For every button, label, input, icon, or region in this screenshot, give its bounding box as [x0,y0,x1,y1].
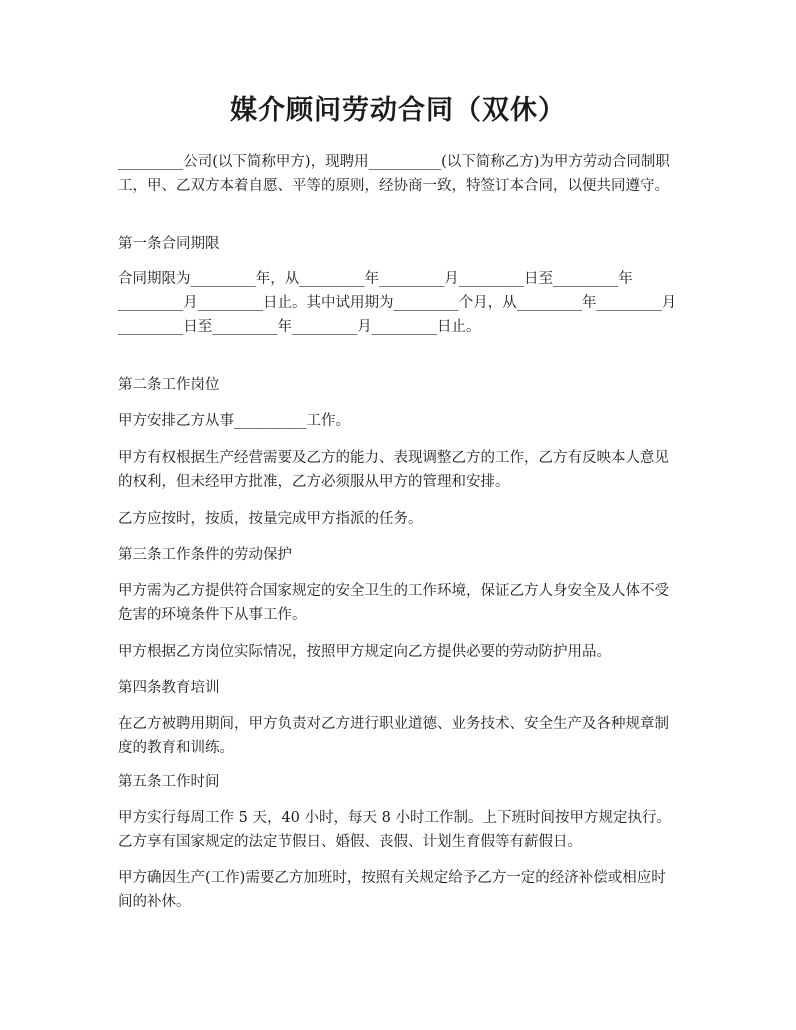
protective-equipment-paragraph: 甲方根据乙方岗位实际情况，按照甲方规定向乙方提供必要的劳动防护用品。 [118,644,611,660]
training-paragraph: 在乙方被聘用期间，甲方负责对乙方进行职业道德、业务技术、安全生产及各种规章制度的教育和训练。 [118,716,669,756]
job-assignment-paragraph: 甲方安排乙方从事__________工作。 [118,413,350,429]
overtime-paragraph: 甲方确因生产(工作)需要乙方加班时，按照有关规定给予乙方一定的经济补偿或相应时间的补休。 [118,870,666,910]
section-heading-2: 第二条工作岗位 [118,377,220,393]
work-environment-paragraph: 甲方需为乙方提供符合国家规定的安全卫生的工作环境，保证乙方人身安全及人体不受危害的环境条件下从事工作。 [118,583,669,623]
section-heading-3: 第三条工作条件的劳动保护 [118,547,292,563]
section-heading-4: 第四条教育培训 [118,680,220,696]
preamble-paragraph: _________公司(以下简称甲方)，现聘用__________(以下简称乙方)为甲方劳动合同制职工，甲、乙双方本着自愿、平等的原则，经协商一致，特签订本合同，以便共同遵守。 [118,154,670,194]
task-completion-paragraph: 乙方应按时，按质，按量完成甲方指派的任务。 [118,511,423,527]
section-heading-1: 第一条合同期限 [118,236,220,252]
section-heading-5: 第五条工作时间 [118,774,220,790]
contract-term-paragraph: 合同期限为_________年，从_________年_________月_________日至_________年_________月_________日止。其中试用期为_________个月，从_________年_________月_________日至_________年_________月_________日止。 [118,271,677,335]
document-title: 媒介顾问劳动合同（双休） [230,95,566,126]
working-hours-paragraph: 甲方实行每周工作 5 天，40 小时，每天 8 小时工作制。上下班时间按甲方规定执行。乙方享有国家规定的法定节假日、婚假、丧假、计划生育假等有薪假日。 [118,810,671,850]
job-adjustment-paragraph: 甲方有权根据生产经营需要及乙方的能力、表现调整乙方的工作，乙方有反映本人意见的权利，但未经甲方批准，乙方必须服从甲方的管理和安排。 [118,450,669,490]
